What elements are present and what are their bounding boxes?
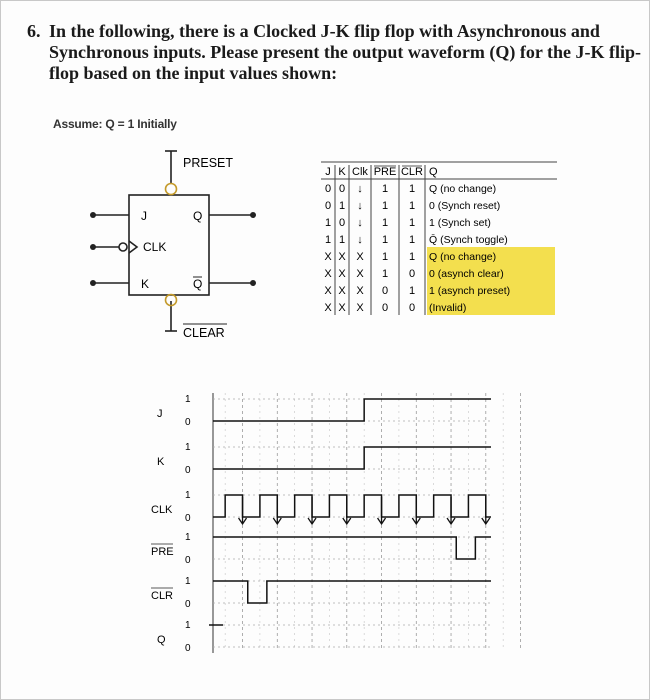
level-low-label: 0 [185, 513, 191, 524]
truth-table-cell-pre: 1 [381, 200, 389, 212]
truth-table-cell-j: X [324, 302, 332, 314]
truth-table-cell-k: X [338, 302, 346, 314]
truth-table-cell-pre: 1 [381, 268, 389, 280]
assumption-text: Assume: Q = 1 Initially [53, 117, 177, 131]
level-low-label: 0 [185, 465, 191, 476]
truth-table-cell-k: X [338, 268, 346, 280]
truth-table-cell-k: X [338, 251, 346, 263]
level-high-label: 1 [185, 490, 191, 501]
pin-qbar-label: Q [193, 277, 203, 291]
truth-table-cell-pre: 0 [381, 285, 389, 297]
truth-table-cell-q: Q̄ (Synch toggle) [429, 234, 508, 246]
truth-table-header-clr: CLR [400, 166, 424, 178]
truth-table-cell-clk: X [356, 302, 364, 314]
truth-table-cell-pre: 1 [381, 183, 389, 195]
truth-table-cell-clr: 1 [408, 200, 416, 212]
level-high-label: 1 [185, 620, 191, 631]
truth-table-cell-k: 1 [338, 200, 346, 212]
truth-table-header-clk: Clk [352, 166, 368, 178]
truth-table-cell-j: X [324, 251, 332, 263]
signal-label-clk: CLK [151, 504, 173, 516]
truth-table-cell-clr: 0 [408, 268, 416, 280]
truth-table-cell-pre: 1 [381, 217, 389, 229]
truth-table-header-q: Q [429, 166, 438, 178]
truth-table-cell-j: 1 [324, 217, 332, 229]
level-high-label: 1 [185, 576, 191, 587]
truth-table-cell-q: (Invalid) [429, 302, 467, 314]
truth-table-cell-clk: X [356, 268, 364, 280]
level-high-label: 1 [185, 442, 191, 453]
truth-table-cell-q: 0 (asynch clear) [429, 268, 504, 280]
truth-table-cell-q: 0 (Synch reset) [429, 200, 501, 212]
truth-table-cell-j: 1 [324, 234, 332, 246]
pin-j-label: J [141, 209, 147, 223]
truth-table-cell-clk: ↓ [357, 183, 363, 195]
truth-table-header-pre: PRE [373, 166, 397, 178]
question-number: 6. [27, 21, 41, 41]
waveform-clk [213, 495, 491, 517]
truth-table-cell-k: X [338, 285, 346, 297]
signal-label-k: K [157, 456, 165, 468]
signal-label-j: J [157, 408, 163, 420]
pin-q-label: Q [193, 209, 203, 223]
truth-table-cell-clr: 0 [408, 302, 416, 314]
question-line-2: Synchronous inputs. Please present the output waveform (Q) for the J-K flip- [49, 42, 642, 62]
truth-table-cell-clr: 1 [408, 234, 416, 246]
truth-table-cell-clk: ↓ [357, 234, 363, 246]
level-low-label: 0 [185, 599, 191, 610]
truth-table-cell-clk: ↓ [357, 200, 363, 212]
truth-table-cell-j: 0 [324, 183, 332, 195]
truth-table-header-k: K [338, 166, 346, 178]
jk-flipflop-symbol [81, 141, 281, 351]
question-line-1: In the following, there is a Clocked J-K flip flop with Asynchronous and [49, 21, 600, 41]
truth-table-cell-q: 1 (asynch preset) [429, 285, 511, 297]
truth-table-cell-k: 0 [338, 183, 346, 195]
signal-label-pre: PRE [151, 546, 174, 558]
truth-table-cell-j: X [324, 285, 332, 297]
question-line-3: flop based on the input values shown: [49, 63, 338, 83]
truth-table-cell-q: Q (no change) [429, 183, 497, 195]
truth-table-cell-clr: 1 [408, 217, 416, 229]
level-high-label: 1 [185, 532, 191, 543]
preset-label: PRESET [183, 156, 234, 170]
truth-table-cell-clr: 1 [408, 183, 416, 195]
waveform-clr [213, 581, 491, 603]
waveform-j [213, 399, 491, 421]
truth-table-cell-pre: 1 [381, 234, 389, 246]
truth-table-cell-clr: 1 [408, 285, 416, 297]
truth-table-cell-k: 0 [338, 217, 346, 229]
level-low-label: 0 [185, 555, 191, 566]
level-low-label: 0 [185, 643, 191, 654]
timing-diagram [1, 381, 650, 681]
signal-label-q: Q [157, 634, 166, 646]
signal-label-clr: CLR [151, 590, 174, 602]
pin-k-label: K [141, 277, 150, 291]
level-low-label: 0 [185, 417, 191, 428]
truth-table-cell-j: 0 [324, 200, 332, 212]
truth-table-cell-pre: 0 [381, 302, 389, 314]
truth-table-header-j: J [325, 166, 331, 178]
truth-table-cell-clr: 1 [408, 251, 416, 263]
truth-table-cell-q: 1 (Synch set) [429, 217, 491, 229]
truth-table-cell-k: 1 [338, 234, 346, 246]
waveform-k [213, 447, 491, 469]
pin-clk-label: CLK [143, 240, 167, 254]
truth-table-cell-clk: X [356, 251, 364, 263]
truth-table [321, 159, 561, 329]
clear-label: CLEAR [183, 326, 225, 340]
truth-table-cell-q: Q (no change) [429, 251, 497, 263]
level-high-label: 1 [185, 394, 191, 405]
waveform-pre [213, 537, 491, 559]
truth-table-cell-clk: X [356, 285, 364, 297]
truth-table-cell-pre: 1 [381, 251, 389, 263]
truth-table-cell-clk: ↓ [357, 217, 363, 229]
truth-table-cell-j: X [324, 268, 332, 280]
